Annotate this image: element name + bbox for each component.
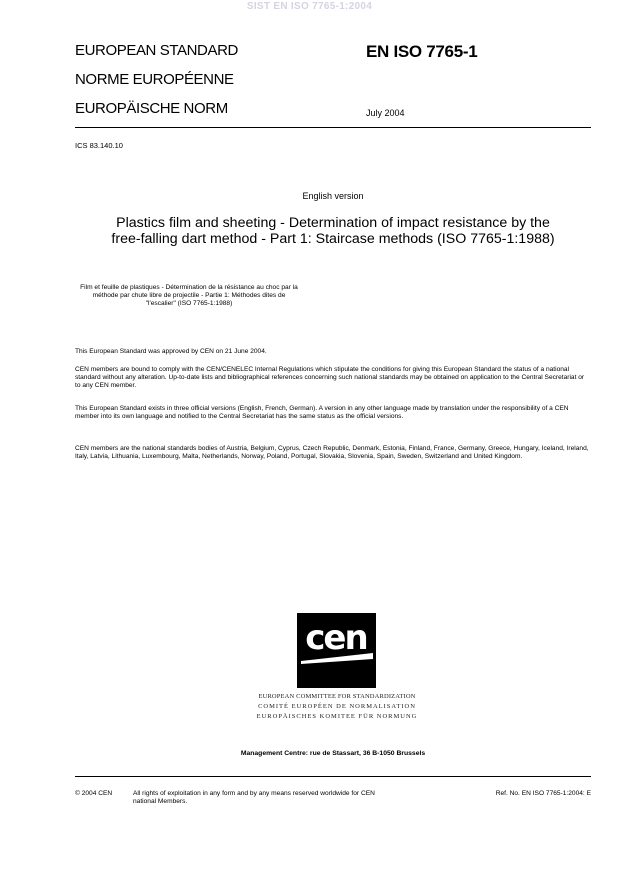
publication-date: July 2004 [366, 108, 405, 118]
watermark: SIST EN ISO 7765-1:2004 [246, 1, 373, 12]
standard-label-de: EUROPÄISCHE NORM [75, 100, 228, 117]
copyright: © 2004 CEN [75, 790, 113, 797]
standard-label-en: EUROPEAN STANDARD [75, 42, 238, 59]
reference-number: Ref. No. EN ISO 7765-1:2004: E [495, 790, 591, 797]
cen-logo [297, 613, 376, 688]
standard-number: EN ISO 7765-1 [366, 42, 478, 61]
committee-name-fr: COMITÉ EUROPÉEN DE NORMALISATION [258, 703, 416, 710]
rights-statement: All rights of exploitation in any form and by any means reserved worldwide for CEN national Members. [133, 790, 375, 806]
versions-paragraph: This European Standard exists in three official versions (English, French, German). A version in any other language made by translation under the responsibility of a CEN member into its own language and notified to the Central Secretariat has the same status as the official versions. [75, 405, 569, 421]
document-title: Plastics film and sheeting - Determination of impact resistance by the free-falling dart method - Part 1: Staircase methods (ISO 7765-1:1988) [111, 215, 555, 247]
ics-code: ICS 83.140.10 [75, 141, 123, 150]
header-rule [75, 127, 591, 128]
members-paragraph: CEN members are the national standards bodies of Austria, Belgium, Cyprus, Czech Republic, Denmark, Estonia, Finland, France, Germany, Greece, Hungary, Iceland, Ireland, Italy, Latvia, Lithuania, Luxembourg, Malta, Netherlands, Norway, Poland, Portugal, Slovakia, Slovenia, Spain, Sweden, Switzerland and United Kingdom. [75, 445, 589, 461]
version-label: English version [302, 191, 364, 201]
footer-rule [75, 776, 591, 777]
cen-logo-text: cen [305, 618, 367, 658]
french-title: Film et feuille de plastiques - Détermination de la résistance au choc par la méthode par chute libre de projectile - Partie 1: Méthodes dites de "l'escalier" (ISO 7765-1:1988) [80, 284, 298, 308]
standard-label-fr: NORME EUROPÉENNE [75, 71, 234, 88]
management-centre: Management Centre: rue de Stassart, 36 B-1050 Brussels [240, 750, 426, 757]
approval-paragraph: This European Standard was approved by CEN on 21 June 2004. [75, 348, 267, 355]
compliance-paragraph: CEN members are bound to comply with the CEN/CENELEC Internal Regulations which stipulate the conditions for giving this European Standard the status of a national standard without any alteration. Up-to-date lists and bibliographical references concerning such national standards may be obtained on application to the Central Secretariat or to any CEN member. [75, 366, 585, 390]
committee-name-en: EUROPEAN COMMITTEE FOR STANDARDIZATION [258, 693, 416, 700]
committee-name-de: EUROPÄISCHES KOMITEE FÜR NORMUNG [256, 713, 418, 720]
